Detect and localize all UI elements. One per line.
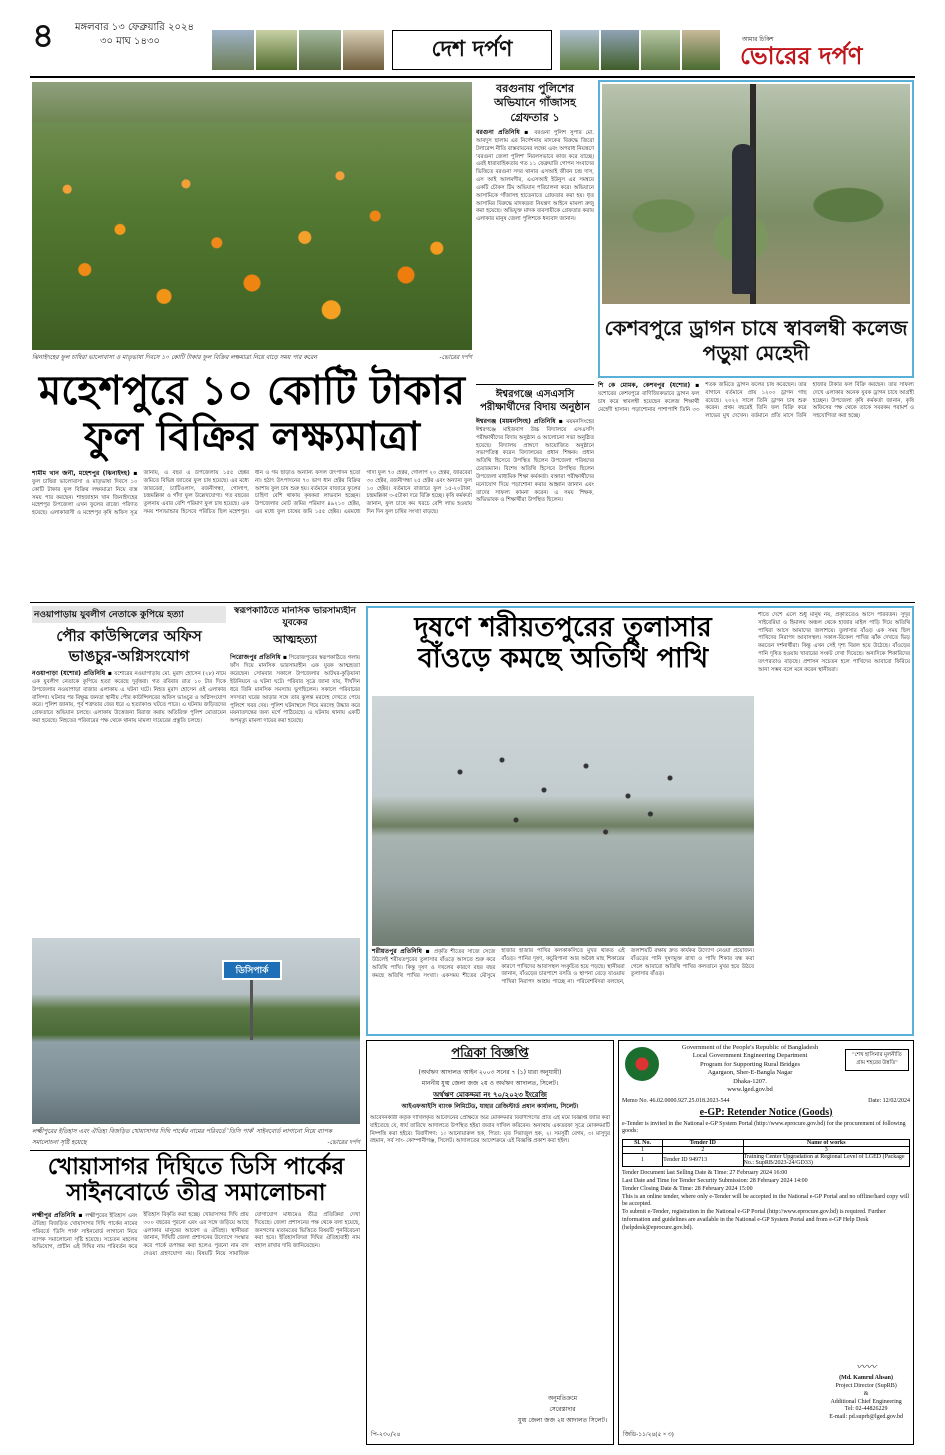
masthead bbox=[0, 0, 945, 78]
farewell-headline: ঈশ্বরগঞ্জে এসএসসি পরীক্ষার্থীদের বিদায় অনুষ্ঠান bbox=[480, 389, 590, 413]
paper-tag: আমার চিকিশ bbox=[742, 36, 774, 43]
court-notice-line2: মাননীয় যুগ্ম জেলা জজ ২য় ও অর্থঋণ আদালত, সিলেট। bbox=[421, 1080, 559, 1087]
tender-signer-t3: Additional Chief Engineering bbox=[830, 1398, 902, 1405]
council-story bbox=[32, 606, 226, 936]
suicide-headline: আত্মহত্যা bbox=[273, 633, 317, 647]
row-tender-id: Tender ID 949713 bbox=[663, 1154, 743, 1167]
suicide-text: পিরোজপুরের স্বরূপকাঠিতে গলায় ফাঁস দিয়ে মানসিক ভারসাম্যহীন এক যুবক আত্মহত্যা করেছেন। সোমবার সকালে উপজেলার আটঘর-কুড়িয়ানা ইউনিয়নে এ ঘটনা ঘটে। পরিবার সূত্রে জানা যায়, দীর্ঘদিন ধরে তিনি মানসিক সমস্যায় ভুগছিলেন। সকালে পরিবারের সদস্যরা ঘরের আড়ার সঙ্গে তার ঝুলন্ত মরদেহ দেখতে পেয়ে পুলিশে খবর দেয়। পুলিশ ঘটনাস্থলে গিয়ে মরদেহ উদ্ধার করে ময়নাতদন্তের জন্য মর্গে পাঠিয়েছে। এ ঘটনায় থানায় একটি অপমৃত্যু মামলা দায়ের করা হয়েছে। bbox=[230, 655, 360, 725]
tender-memo: Memo No. 46.02.0000.927.25.018.2023-544 bbox=[622, 1097, 730, 1104]
signboard-post bbox=[250, 980, 253, 1040]
court-notice-body: আবেদনকারী কর্তৃক দাখিলকৃত আবেদনের প্রেক্ষিতে অত্র মোকদ্দমার বিবাদীগণের প্রতি এই মর্মে বিজ্ঞপ্তি জারি করা যাইতেছে যে, ধার্য তারিখে আদালতে উপস্থিত হইয়া জবাব দাখিল করিবেন। অন্যথায় একতরফা সূত্রে মোকদ্দমাটি নিষ্পত্তি করা হইবে। বিবাদীগণ: ১। আনোয়ারুল হক, পিতা: মৃত সিরাজুল হক, ২। সমসুর্রী বেগম, ৩। মাসুদুর রহমান, সর্ব সাং- কোম্পানীগঞ্জ, সিলেট। আদালতের আদেশক্রমে এই বিজ্ঞপ্তি প্রকাশ করা হইল। bbox=[370, 1115, 610, 1145]
dc-park-caption-credit: -ভোরের দর্পণ bbox=[327, 1139, 360, 1146]
court-notice-line1: (অর্থঋণ আদালত আইন ২০০৩ সনের ৭ (১) ধারা অনুযায়ী) bbox=[418, 1069, 562, 1076]
page-number: ৪ bbox=[32, 16, 55, 56]
dc-park-body bbox=[32, 1212, 360, 1442]
birds-headline-line2: বাঁওড়ে কমছে অতিথি পাখি bbox=[417, 643, 709, 675]
tender-note-4: This is an online tender, where only e-Tender will be accepted in the National e-GP Portal and no offline/hard copy will be accepted. bbox=[622, 1193, 910, 1208]
tender-website: www.lged.gov.bd bbox=[727, 1086, 773, 1094]
dragon-byline: শি কে মোমক, কেশবপুর (যশোর) ▪ bbox=[598, 382, 700, 389]
court-sign-1: অনুমতিক্রমে bbox=[547, 1395, 578, 1402]
tender-signature-block bbox=[829, 1361, 903, 1422]
dragon-headline: কেশবপুরে ড্রাগন চাষে স্বাবলম্বী কলেজ পড়ুয়া মেহেদী bbox=[604, 316, 908, 365]
dc-park-headline-line1: খোয়াসাগর দিঘিতে ডিসি পার্কের bbox=[47, 1154, 345, 1180]
birds-headline bbox=[372, 612, 754, 674]
ganja-byline: বরগুনা প্রতিনিধি ▪ bbox=[476, 128, 531, 136]
section-rule-1 bbox=[30, 602, 915, 603]
tender-gov-2: Local Government Engineering Department bbox=[692, 1052, 808, 1060]
court-notice-bank: আইএফআইসি ব্যাংক লিমিটেড, যাহার রেজিস্টার্ড প্রধান কার্যালয়, সিলেট। bbox=[401, 1103, 579, 1110]
th-tender-id: Tender ID bbox=[663, 1140, 743, 1147]
row-name: Training Center Upgradation at Regional Level of LGED (Package No.: SupRB/2023-24/GD33) bbox=[743, 1154, 909, 1167]
council-text: যশোরের নওয়াপাড়ায় মো. মুরাদ হোসেন (২৮) নামে এক যুবলীগ নেতাকে কুপিয়ে হত্যা করেছে দুর্বৃত্তরা। গত রবিবার রাত ১০ টার দিকে উপজেলার নওয়াপাড়া বাজার এলাকায় এ ঘটনা ঘটে। নিহত মুরাদ হোসেন ওই এলাকার বাসিন্দা। ঘটনার পর বিক্ষুব্ধ জনতা স্থানীয় পৌর কাউন্সিলরের অফিস ভাঙচুর ও অগ্নিসংযোগ করে। পুলিশ জানায়, পূর্ব শত্রুতার জের ধরে এ হত্যাকাণ্ড ঘটতে পারে। এ ঘটনায় জড়িতদের গ্রেফতারে অভিযান চলছে। এলাকায় উত্তেজনা বিরাজ করায় অতিরিক্ত পুলিশ মোতায়েন করা হয়েছে। নিহতের পরিবারের পক্ষ থেকে থানায় মামলা দায়েরের প্রস্তুতি চলছে। bbox=[32, 671, 226, 725]
dc-park-text: লক্ষ্মীপুরের ইতিহাস এবং ঐতিহ্য বিজড়িত খোয়াসাগর দিঘি পার্কের নামের পরিবর্তে 'ডিসি পার্ক' সাইনবোর্ড লাগানো নিয়ে ব্যাপক সমালোচনা সৃষ্টি হয়েছে। সচেতন মহলের অভিযোগ, প্রাচীন এই দিঘির নাম পরিবর্তন করে ইতিহাস বিকৃতি করা হচ্ছে। খোয়াসাগর দিঘি প্রায় ৩০০ বছরের পুরনো এবং এর সঙ্গে জড়িয়ে আছে এলাকার মানুষের আবেগ ও ঐতিহ্য। স্থানীয়রা জানান, দিঘিটি জেলা প্রশাসনের উদ্যোগে সংস্কার করে পার্কে রূপান্তর করা হলেও পুরনো নাম বাদ দেওয়া গ্রহণযোগ্য নয়। বিষয়টি নিয়ে সামাজিক যোগাযোগ মাধ্যমেও তীব্র প্রতিক্রিয়া দেখা দিয়েছে। জেলা প্রশাসনের পক্ষ থেকে বলা হয়েছে, জনগণের মতামতের ভিত্তিতে বিষয়টি পুনর্বিবেচনা করা হবে। ইতিহাসবিদরা দিঘির ঐতিহ্যবাহী নাম বহাল রাখার দাবি জানিয়েছেন। bbox=[32, 1212, 360, 1258]
signboard-text: ডিসিপার্ক bbox=[235, 965, 269, 976]
signature-scribble: 〰〰 bbox=[856, 1362, 877, 1374]
row-sl: 1 bbox=[623, 1154, 663, 1167]
farewell-byline: ঈশ্বরগঞ্জ (ময়মনসিংহ) প্রতিনিধি ▪ bbox=[476, 418, 564, 425]
flower-headline-line1: মহেশপুরে ১০ কোটি টাকার bbox=[39, 368, 465, 414]
birds-byline: শরীয়তপুর প্রতিনিধি ▪ bbox=[372, 948, 431, 955]
masthead-rule bbox=[30, 76, 915, 78]
birds-flock bbox=[432, 736, 712, 856]
ganja-headline: বরগুনায় পুলিশের অভিযানে গাঁজাসহ গ্রেফতার ১ bbox=[494, 82, 576, 124]
masthead-photo-strip bbox=[212, 30, 384, 70]
flower-headline-line2: ফুল বিক্রির লক্ষ্যমাত্রা bbox=[83, 414, 421, 460]
tender-gov-3: Program for Supporting Rural Bridges bbox=[699, 1060, 801, 1068]
tender-ref: জিডি-১১/২৪(৫ × ৩) bbox=[623, 1432, 674, 1438]
court-notice-case: অর্থঋণ মোকদ্দমা নং ৭০/২০২৩ ইংরেজি bbox=[433, 1091, 547, 1099]
lged-logo bbox=[625, 1047, 659, 1081]
flower-caption-credit: -ভোরের দর্পণ bbox=[439, 354, 472, 361]
tender-note-3: Tender Closing Date & Time: 28 February 2024 15:00 bbox=[622, 1185, 753, 1192]
tender-signer-tel: Tel: 02-44826229 bbox=[844, 1406, 888, 1413]
suicide-kicker: স্বরূপকাঠিতে মানসিক ভারসাম্যহীন যুবকের bbox=[234, 606, 356, 628]
section-title-box bbox=[392, 30, 552, 70]
suicide-byline: পিরোজপুর প্রতিনিধি ▪ bbox=[230, 654, 288, 662]
tender-date: Date: 12/02/2024 bbox=[868, 1097, 910, 1104]
birds-lake-photo bbox=[372, 696, 754, 946]
tender-notice bbox=[618, 1040, 914, 1445]
birds-side-text: শীতে দেশে এলে শুধু মানুষ নয়, প্রকৃতিতেও আসে পরিবর্তন। সুদূর সাইবেরিয়া ও হিমালয় অঞ্চল থেকে হাজার মাইল পাড়ি দিয়ে অতিথি পাখিরা আসে আমাদের জলাশয়ে। তুলাসার বাঁওড় এক সময় ছিল পাখিদের নিরাপদ আবাসস্থল। সকাল-বিকেল পাখির ঝাঁক দেখতে ভিড় করতেন দর্শনার্থীরা। কিন্তু এখন সেই দৃশ্য বিরল হয়ে উঠেছে। বাঁওড়ের পানি দূষিত হওয়ায় খাবারের সংকট দেখা দিয়েছে। অন্যদিকে শিকারিদের তৎপরতাও বাড়ছে। প্রশাসন সচেতন হলে পাখিদের আবারো ফিরিয়ে আনা সম্ভব বলে মনে করেন স্থানীয়রা। bbox=[758, 612, 910, 673]
flower-byline: শামীম খান জনী, মহেশপুর (ঝিনাইদহ) ▪ bbox=[32, 470, 138, 477]
dc-park-caption-text: লক্ষ্মীপুরের ইতিহাস এবং ঐতিহ্য বিজড়িত খোয়াসাগর দিঘি পার্কের নামের পরিবর্তে 'ডিসি পার্ক' সাইনবোর্ড লাগানো নিয়ে ব্যাপক সমালোচনা সৃষ্টি হয়েছে bbox=[32, 1128, 333, 1146]
th-name: Name of works bbox=[743, 1140, 909, 1147]
paper-name: ভোরের দর্পণ bbox=[740, 42, 863, 70]
section-rule-2 bbox=[30, 1150, 366, 1151]
idx-3: 3 bbox=[743, 1147, 909, 1154]
idx-2: 2 bbox=[663, 1147, 743, 1154]
dragon-fruit-photo bbox=[602, 84, 910, 304]
tender-title: e-GP: Retender Notice (Goods) bbox=[699, 1106, 833, 1118]
date-line-2: ৩০ মাঘ ১৪৩০ bbox=[100, 36, 160, 47]
farmer-figure bbox=[732, 144, 754, 294]
court-sign-3: যুগ্ম জেলা জজ ২য় আদালত সিলেট। bbox=[517, 1417, 607, 1424]
court-notice-title: পত্রিকা বিজ্ঞপ্তি bbox=[451, 1046, 529, 1061]
flower-photo-caption bbox=[32, 352, 472, 363]
court-sign-2: সেরেস্তাদার bbox=[549, 1406, 576, 1413]
ganja-story bbox=[476, 82, 594, 382]
council-headline: পৌর কাউন্সিলের অফিস ভাঙচুর-অগ্নিসংযোগ bbox=[56, 627, 202, 665]
flower-text: ফুল চাষিরা ভালোবাসা ও মাতৃভাষা দিবসে ১০ কোটি টাকার ফুল বিক্রির লক্ষ্যমাত্রা নিয়ে ব্যস্ত সময় পার করছেন। শাহজাহান খান জিনাইদহের মহেশপুর উপজেলা এখন ফুলের রাজ্যে পরিণত হয়েছে। এলাকাবাসী ও মহেশপুর কৃষি অফিস সূত্র জানায়, এ বছর এ উপজেলায় ১৫৫ হেক্টর জমিতে বিভিন্ন জাতের ফুল চাষ হয়েছে। এর মধ্যে জারবেরা, চ্যাটিওলাস, রজনীগন্ধা, গোলাপ, চন্দ্রমল্লিকা ও গাঁদা ফুল উল্লেখযোগ্য। গত বছরের তুলনায় এবার বেশি পরিমাণ ফুল চাষ হয়েছে। এক সময় শস্যভান্ডার হিসেবে পরিচিত ছিল মহেশপুর। ধান ও গম ছাড়াও অন্যান্য ফসল উৎপাদন হতো না। হঠাৎ উৎপাদনের ৭০ ভাগ ধান হেক্টর বিক্রির আশায় ফুল চাষ শুরু হয়। বর্তমানে বাজারে ফুলের চাহিদা বেশি থাকায় কৃষকরা লাভবান হচ্ছেন। উপজেলার মোট জমির পরিমাণ ৪৯২১০ হেক্টর, এর মধ্যে ফুল চাষের জমি ১৫৫ হেক্টর। এরমধ্যে গাঁদা ফুল ৭০ হেক্টর, গোলাপ ২০ হেক্টর, জারবেরা ৩০ হেক্টর, রজনীগন্ধা ২৫ হেক্টর এবং অন্যান্য ফুল ১০ হেক্টর। বর্তমানে বাজারে ফুল ১৫-২০টাকা, চন্দ্রমল্লিকা ৩-৫টাকা দরে বিক্রি হচ্ছে। কৃষি কর্মকর্তা জানান, ফুল চাষে কম খরচে বেশি লাভ হওয়ায় দিন দিন ফুল চাষির সংখ্যা বাড়ছে। bbox=[32, 470, 472, 517]
tender-table bbox=[622, 1139, 910, 1167]
dragon-headline-box bbox=[602, 306, 910, 376]
tender-signer-t1: Project Director (SupRB) bbox=[835, 1383, 897, 1390]
farewell-story bbox=[476, 388, 594, 598]
birds-side-body bbox=[758, 612, 910, 1032]
suicide-story bbox=[230, 606, 360, 936]
dragon-body bbox=[598, 382, 914, 598]
birds-main-text: প্রকৃতি শীতের সাজে সেজে উঠলেই শরীয়তপুরের তুলাসার বাঁওড়ে আসতে শুরু করে অতিথি পাখি। কিন্তু দূষণ ও দখলের কারণে বছর বছর কমছে অতিথি পাখির সংখ্যা। একসময় শীতের মৌসুমে হাজার হাজার পাখির কলকাকলিতে মুখর থাকত এই বাঁওড়। পানির দূষণ, কচুরিপানা আর অবৈধ মাছ শিকারের কারণে পাখিদের আবাসস্থল সংকুচিত হয়ে পড়ছে। স্থানীয়রা জানান, বাঁওড়ের চারপাশে বসতি ও স্থাপনা বেড়ে যাওয়ায় পাখিরা নিরাপদ আশ্রয় পাচ্ছে না। পরিবেশবিদরা বলছেন, জলাশয়টি রক্ষায় দ্রুত কার্যকর উদ্যোগ নেওয়া প্রয়োজন। বাঁওড়ের পানি দূষণমুক্ত রাখা ও পাখি শিকার বন্ধ করা গেলে আবারো অতিথি পাখির কলতানে মুখর হয়ে উঠবে তুলাসার বাঁওড়। bbox=[372, 948, 754, 986]
court-notice bbox=[366, 1040, 614, 1445]
court-notice-ref: পি-২৩০/২৪ bbox=[371, 1431, 401, 1438]
idx-1: 1 bbox=[623, 1147, 663, 1154]
tender-note-2: Last Date and Time for Tender Security Submission: 28 February 2024 14:00 bbox=[622, 1178, 808, 1185]
masthead-photo-strip-2 bbox=[560, 30, 720, 70]
table-row bbox=[623, 1154, 910, 1167]
council-byline: নওয়াপাড়া (যশোর) প্রতিনিধি ▪ bbox=[32, 670, 113, 677]
tender-signer-email: E-mail: pd.suprb@lged.gov.bd bbox=[829, 1414, 903, 1421]
th-sl: Sl. No. bbox=[623, 1140, 663, 1147]
flower-headline bbox=[32, 368, 472, 460]
section-title: দেশ দর্পণ bbox=[431, 36, 513, 62]
dc-park-caption bbox=[32, 1126, 360, 1148]
flower-body bbox=[32, 470, 472, 598]
tender-note-5: To submit e-Tender, registration in the National e-GP Portal (http://www.eprocure.gov.bd) is required. Further information and guidelines are available in the National e-GP System Portal and from e-GP Help Desk (helpdesk@eprocure.gov.bd). bbox=[622, 1209, 886, 1231]
dc-park-headline-line2: সাইনবোর্ডে তীব্র সমালোচনা bbox=[66, 1180, 326, 1207]
tender-note-1: Tender Document last Selling Date & Time: 27 February 2024 16:00 bbox=[622, 1170, 788, 1177]
tender-slogan: "শেখ হাসিনার মূলনীতি গ্রাম শহরের উন্নতি" bbox=[845, 1049, 909, 1071]
dc-park-signboard bbox=[222, 960, 282, 980]
farewell-text: ময়মনসিংহের ঈশ্বরগঞ্জে মাইজবাগ উচ্চ বিদ্যালয়ে এসএসসি পরীক্ষার্থীদের বিদায় অনুষ্ঠান ও আলোচনা সভা অনুষ্ঠিত হয়েছে। বিদ্যালয় প্রাঙ্গণে আয়োজিত অনুষ্ঠানে সভাপতিত্ব করেন বিদ্যালয়ের প্রধান শিক্ষক। প্রধান অতিথি হিসেবে উপস্থিত ছিলেন উপজেলা পরিষদের চেয়ারম্যান। বিশেষ অতিথি হিসেবে উপস্থিত ছিলেন উপজেলা মাধ্যমিক শিক্ষা কর্মকর্তা। বক্তারা পরীক্ষার্থীদের মনোযোগ দিয়ে পড়াশোনা করার আহ্বান জানান এবং তাদের সাফল্য কামনা করেন। এ সময় শিক্ষক, অভিভাবক ও শিক্ষার্থীরা উপস্থিত ছিলেন। bbox=[476, 419, 594, 504]
tender-signer: (Md. Kamrul Ahsan) bbox=[839, 1375, 894, 1382]
paper-logo bbox=[740, 32, 930, 72]
dc-park-byline: লক্ষ্মীপুর প্রতিনিধি ▪ bbox=[32, 1212, 83, 1219]
flower-caption-text: ঝিনাইদহের ফুল চাষিরা ভালোবাসা ও মাতৃভাষা দিবসে ১০ কোটি টাকার ফুল বিক্রির লক্ষমাত্রা নিয়ে বাড়ে সময় পার করেন bbox=[32, 354, 317, 361]
tender-intro: e-Tender is invited in the National e-GP System Portal (http://www.eprocure.gov.bd) for the procurement of following goods: bbox=[622, 1120, 906, 1135]
dc-park-photo bbox=[32, 938, 360, 1124]
dc-park-headline bbox=[32, 1154, 360, 1207]
birds-main-body bbox=[372, 948, 754, 1034]
tender-signer-t2: & bbox=[863, 1390, 869, 1397]
ganja-text: বরগুনা পুলিশ সুপার মো. আবদুস ছালাম এর নির্দেশনায় মাদকের বিরুদ্ধে জিরো টলারেন্স নীতি বাস্তবায়নের লক্ষ্যে এবং অপরাধ নিয়ন্ত্রণে 'বরগুনা জেলা পুলিশ' নিরলসভাবে কাজ করে যাচ্ছে। এরই ধারাবাহিকতায় গত ১১ ফেব্রুয়ারি গোপন সংবাদের ভিত্তিতে বরগুনা সদর থানার এসআই জীবন চন্দ্র দাস, এস আই আলমগীর, এএসআই ইউনুস এর সমন্বয়ে একটি চৌকস টিম অভিযান পরিচালনা করে। অভিযানে আসামিকে গাঁজাসহ হাতেনাতে গ্রেফতার করা হয়। ধৃত আসামির বিরুদ্ধে মাদকদ্রব্য নিয়ন্ত্রণ আইনে মামলা রুজু করা হয়েছে। অভিযুক্ত মাদক ব্যবসায়ীকে গ্রেফতার করায় এলাকার মানুষ জেলা পুলিশকে ধন্যবাদ জানান। bbox=[476, 129, 594, 223]
dragon-text: যশোরের কেশবপুরে বাণিজ্যিকভাবে ড্রাগন ফল চাষ করে স্বাবলম্বী হয়েছেন কলেজ শিক্ষার্থী মেহেদী হাসান। পড়াশোনার পাশাপাশি তিনি ৩৩ শতক জমিতে ড্রাগন ফলের চাষ করেছেন। তার বাগানে বর্তমানে প্রায় ১২০০ ড্রাগন গাছ রয়েছে। ২০২২ সালে তিনি ড্রাগন চাষ শুরু করেন। প্রথম বছরেই তিনি ফল বিক্রি করে লাভের মুখ দেখেন। বর্তমানে প্রতি মাসে তিনি হাজার টাকার ফল বিক্রি করছেন। তার সাফল্য দেখে এলাকার অনেক যুবক ড্রাগন চাষে আগ্রহী হচ্ছেন। উপজেলা কৃষি কর্মকর্তা জানান, কৃষি অফিসের পক্ষ থেকে তাকে সবরকম পরামর্শ ও সহযোগিতা করা হচ্ছে। bbox=[598, 382, 914, 420]
birds-headline-line1: দূষণে শরীয়তপুরের তুলাসার bbox=[414, 612, 712, 643]
date-line-1: মঙ্গলবার ১৩ ফেব্রুয়ারি ২০২৪ bbox=[75, 22, 194, 33]
tender-gov-4: Agargaon, Sher-E-Bangla Nagar bbox=[707, 1069, 793, 1077]
tender-gov-1: Government of the People's Republic of Bangladesh bbox=[681, 1044, 819, 1051]
ganja-divider bbox=[476, 384, 594, 385]
flower-field-photo bbox=[32, 82, 472, 350]
council-kicker: নওয়াপাড়ায় যুবলীগ নেতাকে কুপিয়ে হত্যা bbox=[32, 606, 226, 623]
tender-gov-5: Dhaka-1207. bbox=[733, 1077, 767, 1085]
